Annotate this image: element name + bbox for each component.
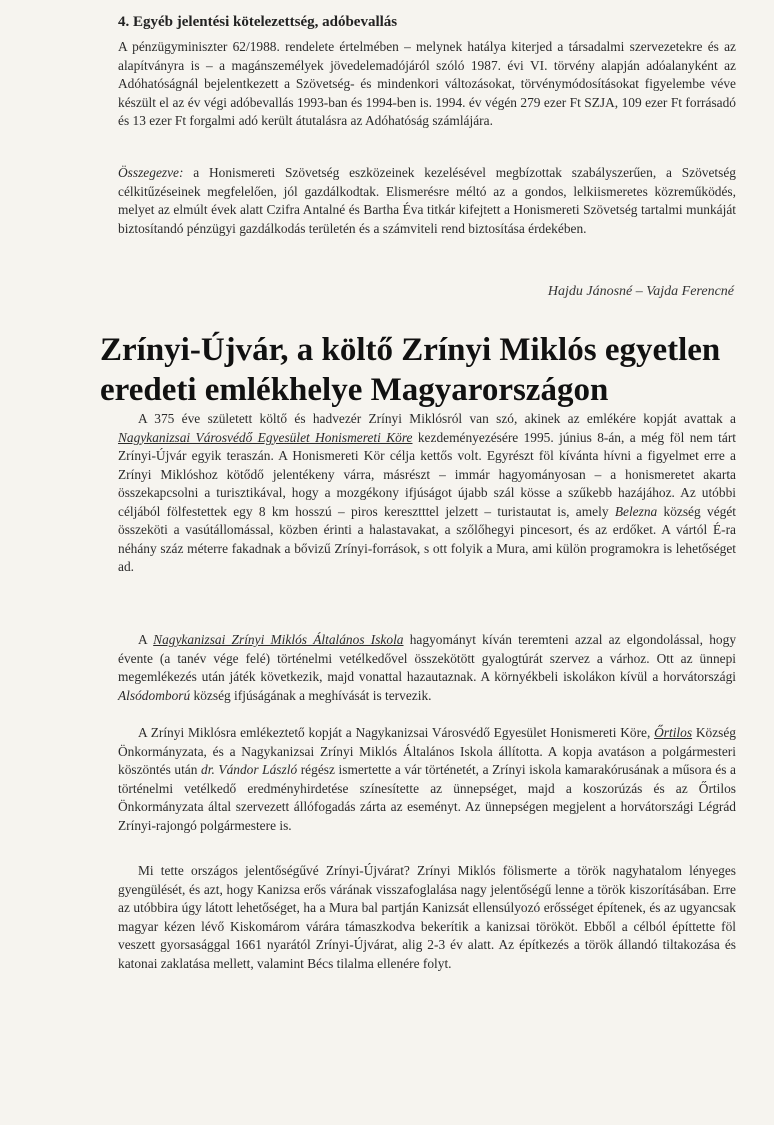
section-paragraph-1: A pénzügyminiszter 62/1988. rendelete értelmében – melynek hatálya kiterjed a társadalmi szervezetekre és az alapítványra is – a magánszemélyek jövedelemadójáról szóló 1987. évi VI. törvény alapján adóalanyként az Adóhatóságnál bejelentkezett a Szövetség- és mindenkori változásokat, törvénymódosításokat figyelembe véve készült el az év végi adóbevallás 1993-ban és 1994-ben is. 1994. év végén 279 ezer Ft SZJA, 109 ezer Ft forrásadó és 13 ezer Ft forgalmi adó került átutalásra az Adóhatóság számlájára.	[118, 39, 736, 128]
p2-text-a: A	[138, 632, 154, 647]
p1-italic-society: Nagykanizsai Városvédő Egyesület Honismereti Köre	[118, 429, 413, 445]
p3-italic-ortilos: Őrtilos	[654, 725, 693, 740]
p3-text-a: A Zrínyi Miklósra emlékeztető kopját a Nagykanizsai Városvédő Egyesület Honismereti Köre,	[138, 725, 655, 740]
article-paragraph-4: Mi tette országos jelentőségűvé Zrínyi-Újvárat? Zrínyi Miklós fölismerte a török nagyhatalom lényeges gyengülését, és azt, hogy Kanizsa erős várának visszafoglalása nagy jelentőségű lenne a török kiszorításában. Erre az utóbbira úgy látott lehetőséget, ha a Mura bal partján Kanizsát ellensúlyozó erősséget építenek, és az ugyancsak magyar kézen lévő Kiskomárom várára támaszkodva bekerítik a kanizsai törököt. Ebből a célból építtette föl veszett gyorsasággal 1661 nyarától Zrínyi-Újvárat, alig 2-3 év alatt. Az építkezés a török állandó tiltakozása és katonai zaklatása mellett, valamint Bécs tilalma ellenére folyt.	[118, 863, 736, 971]
p1-text-b: kezdeményezésére 1995. június 8-án, a még föl nem tárt Zrínyi-Újvár egyik teraszán. A Honismereti Kör célja kettős volt. Egyrészt föl kívánta hívni a figyelmet erre a Zrínyi Miklóshoz kötődő jelentékeny várra, másrészt – immár hagyományosan – a honismeretet akarta összekapcsolni a turisztikával, hogy a mozgékony ifjúságot újabb szál kösse a szűkebb hazájához. Az utóbbi céljából fölfestettek egy 8 km hosszú – piros keresztttel jelzett – turistautat is, amely	[118, 429, 736, 519]
p1-text-c: község végét összeköti a vasútállomással, közben érinti a halastavakat, a szőlőhegyi pincesort, és az erdőket. A vártól É-ra néhány száz méterre fakadnak a bővizű Zrínyi-források, s ott folyik a Mura, ami külön programokra is lehetőséget ad.	[118, 503, 736, 574]
p3-italic-vandor: dr. Vándor László	[201, 762, 298, 777]
p3-text-b: Község Önkormányzata, és a Nagykanizsai Zrínyi Miklós Általános Iskola állította. A kopja avatáson a polgármesteri köszöntés után	[118, 725, 736, 777]
p2-text-c: község ifjúságának a meghívását is tervezik.	[190, 687, 432, 703]
article-paragraph-3	[118, 724, 736, 835]
section-title: 4. Egyéb jelentési kötelezettség, adóbevallás	[118, 14, 398, 30]
article-headline: Zrínyi-Újvár, a költő Zrínyi Miklós egyetlen eredeti emlékhelye Magyarországon	[100, 332, 721, 408]
article-paragraph-2	[118, 631, 736, 705]
section-paragraph-2	[118, 164, 736, 238]
p2-italic-alsodombor: Alsódomború	[118, 687, 191, 703]
p1-italic-belezna: Belezna	[614, 503, 658, 519]
p1-text-a: A 375 éve született költő és hadvezér Zrínyi Miklósról van szó, akinek az emlékére kopját avattak a	[138, 411, 736, 426]
p3-text-c: régész ismertette a vár történetét, a Zrínyi iskola kamarakórusának a műsora és a történelmi vetélkedő eredményhirdetése színesítette az ünnepséget, majd a koszorúzás és az Őrtilos Önkormányzata által szervezett állófogadás zárta az eseményt. Az ünnepségen megjelent a horvátországi Légrád Zrínyi-rajongó polgármestere is.	[118, 762, 736, 833]
signature: Hajdu Jánosné – Vajda Ferencné	[547, 284, 734, 299]
summary-text: a Honismereti Szövetség eszközeinek kezelésével megbízottak szabályszerűen, a Szövetség célkitűzéseinek megfelelően, jól gazdálkodtak. Elismerésre méltó az a gondos, lelkiismeretes közreműködés, melyet az elmúlt évek alatt Czifra Antalné és Bartha Éva titkár kifejtett a Honismereti Szövetség tartalmi munkáját biztosítandó pénzügyi gazdálkodás területén és a számviteli rend biztosítása érdekében.	[118, 165, 736, 236]
p2-italic-school: Nagykanizsai Zrínyi Miklós Általános Iskola	[153, 632, 404, 647]
summary-lead: Összegezve:	[118, 165, 184, 180]
p2-text-b: hagyományt kíván teremteni azzal az elgondolással, hogy évente (a tanév vége felé) történelmi vetélkedővel összekötött gyalogtúrát szervez a várhoz. Ott az ünnepi megemlékezés után játék következik, majd vonattal hazautaznak. A környékbeli iskolákon kívül a horvátországi	[118, 632, 737, 684]
article-paragraph-1	[118, 410, 736, 577]
